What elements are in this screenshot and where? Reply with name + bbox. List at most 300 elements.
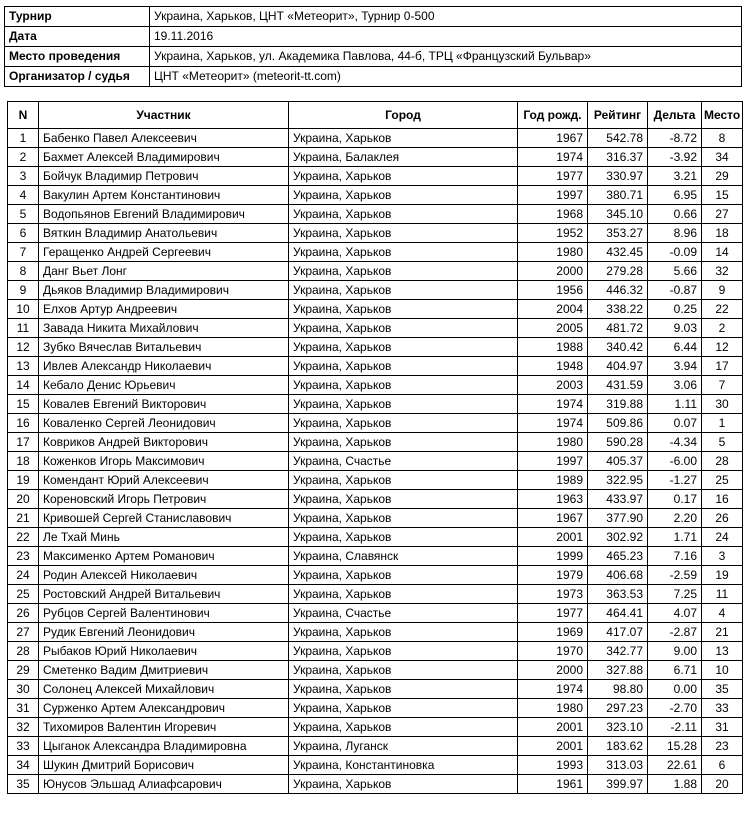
cell-rating: 432.45: [588, 243, 648, 262]
cell-delta: -3.92: [648, 148, 702, 167]
cell-delta: -0.09: [648, 243, 702, 262]
cell-city: Украина, Харьков: [289, 661, 518, 680]
cell-participant: Ковалев Евгений Викторович: [39, 395, 289, 414]
cell-n: 14: [8, 376, 39, 395]
table-row: [8, 604, 743, 623]
cell-place: 23: [702, 737, 743, 756]
cell-n: 23: [8, 547, 39, 566]
table-row: [8, 642, 743, 661]
cell-rating: 342.77: [588, 642, 648, 661]
table-row: [8, 376, 743, 395]
cell-rating: 319.88: [588, 395, 648, 414]
cell-rating: 464.41: [588, 604, 648, 623]
col-delta-header: Дельта: [648, 102, 702, 129]
cell-participant: Шукин Дмитрий Борисович: [39, 756, 289, 775]
cell-city: Украина, Харьков: [289, 414, 518, 433]
cell-rating: 433.97: [588, 490, 648, 509]
cell-city: Украина, Харьков: [289, 395, 518, 414]
table-row: [8, 699, 743, 718]
cell-rating: 542.78: [588, 129, 648, 148]
cell-birth-year: 2001: [518, 718, 588, 737]
cell-n: 25: [8, 585, 39, 604]
cell-birth-year: 1968: [518, 205, 588, 224]
cell-delta: 0.25: [648, 300, 702, 319]
cell-delta: -6.00: [648, 452, 702, 471]
cell-place: 4: [702, 604, 743, 623]
table-row: [8, 319, 743, 338]
cell-city: Украина, Харьков: [289, 585, 518, 604]
cell-delta: 0.66: [648, 205, 702, 224]
cell-city: Украина, Харьков: [289, 357, 518, 376]
cell-delta: 4.07: [648, 604, 702, 623]
cell-participant: Ковриков Андрей Викторович: [39, 433, 289, 452]
cell-delta: 5.66: [648, 262, 702, 281]
cell-place: 17: [702, 357, 743, 376]
cell-city: Украина, Харьков: [289, 566, 518, 585]
cell-city: Украина, Харьков: [289, 205, 518, 224]
cell-birth-year: 1952: [518, 224, 588, 243]
cell-participant: Елхов Артур Андреевич: [39, 300, 289, 319]
cell-delta: 1.71: [648, 528, 702, 547]
cell-city: Украина, Харьков: [289, 338, 518, 357]
cell-birth-year: 1993: [518, 756, 588, 775]
cell-delta: 0.07: [648, 414, 702, 433]
info-label: Организатор / судья: [5, 67, 150, 87]
cell-birth-year: 1961: [518, 775, 588, 794]
cell-delta: -2.87: [648, 623, 702, 642]
cell-city: Украина, Харьков: [289, 623, 518, 642]
cell-place: 3: [702, 547, 743, 566]
table-row: [8, 414, 743, 433]
cell-delta: 6.95: [648, 186, 702, 205]
cell-participant: Комендант Юрий Алексеевич: [39, 471, 289, 490]
table-row: [8, 148, 743, 167]
cell-place: 5: [702, 433, 743, 452]
cell-n: 1: [8, 129, 39, 148]
cell-city: Украина, Харьков: [289, 509, 518, 528]
cell-rating: 363.53: [588, 585, 648, 604]
cell-participant: Цыганок Александра Владимировна: [39, 737, 289, 756]
cell-city: Украина, Харьков: [289, 642, 518, 661]
table-row: [8, 490, 743, 509]
cell-delta: 3.06: [648, 376, 702, 395]
table-row: [8, 718, 743, 737]
cell-n: 13: [8, 357, 39, 376]
cell-place: 33: [702, 699, 743, 718]
cell-n: 7: [8, 243, 39, 262]
cell-birth-year: 1979: [518, 566, 588, 585]
cell-n: 11: [8, 319, 39, 338]
cell-rating: 380.71: [588, 186, 648, 205]
cell-birth-year: 2000: [518, 262, 588, 281]
cell-city: Украина, Харьков: [289, 262, 518, 281]
cell-n: 4: [8, 186, 39, 205]
cell-n: 21: [8, 509, 39, 528]
table-row: [8, 737, 743, 756]
cell-rating: 404.97: [588, 357, 648, 376]
cell-participant: Кривошей Сергей Станиславович: [39, 509, 289, 528]
cell-rating: 481.72: [588, 319, 648, 338]
cell-delta: 8.96: [648, 224, 702, 243]
cell-n: 33: [8, 737, 39, 756]
cell-birth-year: 2004: [518, 300, 588, 319]
cell-participant: Ивлев Александр Николаевич: [39, 357, 289, 376]
cell-city: Украина, Харьков: [289, 699, 518, 718]
table-row: [8, 395, 743, 414]
cell-delta: 2.20: [648, 509, 702, 528]
info-row: [5, 7, 742, 27]
cell-birth-year: 1963: [518, 490, 588, 509]
cell-participant: Кореновский Игорь Петрович: [39, 490, 289, 509]
cell-place: 13: [702, 642, 743, 661]
table-row: [8, 566, 743, 585]
table-row: [8, 167, 743, 186]
cell-birth-year: 2001: [518, 737, 588, 756]
cell-place: 32: [702, 262, 743, 281]
cell-participant: Сурженко Артем Александрович: [39, 699, 289, 718]
cell-rating: 322.95: [588, 471, 648, 490]
cell-place: 19: [702, 566, 743, 585]
cell-participant: Ростовский Андрей Витальевич: [39, 585, 289, 604]
cell-delta: 6.71: [648, 661, 702, 680]
cell-city: Украина, Харьков: [289, 471, 518, 490]
cell-birth-year: 1980: [518, 699, 588, 718]
cell-rating: 465.23: [588, 547, 648, 566]
cell-n: 32: [8, 718, 39, 737]
table-row: [8, 243, 743, 262]
cell-city: Украина, Харьков: [289, 167, 518, 186]
table-row: [8, 623, 743, 642]
cell-city: Украина, Харьков: [289, 129, 518, 148]
cell-participant: Юнусов Эльшад Алиафсарович: [39, 775, 289, 794]
cell-place: 9: [702, 281, 743, 300]
cell-delta: -2.59: [648, 566, 702, 585]
cell-place: 24: [702, 528, 743, 547]
table-row: [8, 775, 743, 794]
cell-rating: 406.68: [588, 566, 648, 585]
cell-birth-year: 1980: [518, 433, 588, 452]
cell-birth-year: 1973: [518, 585, 588, 604]
cell-place: 28: [702, 452, 743, 471]
table-row: [8, 547, 743, 566]
cell-participant: Солонец Алексей Михайлович: [39, 680, 289, 699]
cell-birth-year: 2003: [518, 376, 588, 395]
table-row: [8, 585, 743, 604]
cell-place: 31: [702, 718, 743, 737]
cell-birth-year: 1956: [518, 281, 588, 300]
info-row: [5, 27, 742, 47]
cell-rating: 446.32: [588, 281, 648, 300]
cell-birth-year: 1977: [518, 167, 588, 186]
cell-city: Украина, Харьков: [289, 243, 518, 262]
cell-city: Украина, Харьков: [289, 224, 518, 243]
col-city-header: Город: [289, 102, 518, 129]
cell-n: 31: [8, 699, 39, 718]
cell-place: 1: [702, 414, 743, 433]
cell-birth-year: 2000: [518, 661, 588, 680]
results-table: [7, 101, 743, 794]
cell-city: Украина, Счастье: [289, 452, 518, 471]
cell-participant: Коваленко Сергей Леонидович: [39, 414, 289, 433]
cell-delta: 3.21: [648, 167, 702, 186]
cell-city: Украина, Балаклея: [289, 148, 518, 167]
info-label: Турнир: [5, 7, 150, 27]
cell-city: Украина, Харьков: [289, 433, 518, 452]
cell-delta: 1.88: [648, 775, 702, 794]
cell-rating: 327.88: [588, 661, 648, 680]
cell-n: 16: [8, 414, 39, 433]
col-participant-header: Участник: [39, 102, 289, 129]
cell-rating: 338.22: [588, 300, 648, 319]
cell-city: Украина, Харьков: [289, 319, 518, 338]
cell-delta: 7.16: [648, 547, 702, 566]
cell-city: Украина, Луганск: [289, 737, 518, 756]
table-row: [8, 186, 743, 205]
cell-city: Украина, Харьков: [289, 281, 518, 300]
cell-birth-year: 1974: [518, 680, 588, 699]
cell-rating: 316.37: [588, 148, 648, 167]
table-row: [8, 338, 743, 357]
cell-participant: Водопьянов Евгений Владимирович: [39, 205, 289, 224]
cell-n: 5: [8, 205, 39, 224]
cell-place: 21: [702, 623, 743, 642]
cell-rating: 405.37: [588, 452, 648, 471]
cell-delta: -4.34: [648, 433, 702, 452]
cell-rating: 279.28: [588, 262, 648, 281]
cell-n: 30: [8, 680, 39, 699]
cell-rating: 417.07: [588, 623, 648, 642]
cell-place: 26: [702, 509, 743, 528]
cell-place: 14: [702, 243, 743, 262]
cell-delta: 0.17: [648, 490, 702, 509]
cell-participant: Бабенко Павел Алексеевич: [39, 129, 289, 148]
cell-n: 6: [8, 224, 39, 243]
cell-participant: Вяткин Владимир Анатольевич: [39, 224, 289, 243]
cell-rating: 353.27: [588, 224, 648, 243]
cell-participant: Зубко Вячеслав Витальевич: [39, 338, 289, 357]
table-row: [8, 129, 743, 148]
table-row: [8, 509, 743, 528]
cell-city: Украина, Харьков: [289, 490, 518, 509]
cell-rating: 509.86: [588, 414, 648, 433]
cell-n: 17: [8, 433, 39, 452]
info-value: ЦНТ «Метеорит» (meteorit-tt.com): [150, 67, 742, 87]
cell-n: 12: [8, 338, 39, 357]
cell-place: 12: [702, 338, 743, 357]
cell-birth-year: 1989: [518, 471, 588, 490]
cell-birth-year: 1988: [518, 338, 588, 357]
cell-birth-year: 1977: [518, 604, 588, 623]
cell-participant: Тихомиров Валентин Игоревич: [39, 718, 289, 737]
cell-birth-year: 1997: [518, 186, 588, 205]
cell-rating: 183.62: [588, 737, 648, 756]
cell-n: 3: [8, 167, 39, 186]
cell-n: 27: [8, 623, 39, 642]
table-row: [8, 452, 743, 471]
cell-birth-year: 1974: [518, 395, 588, 414]
cell-birth-year: 1980: [518, 243, 588, 262]
cell-participant: Рудик Евгений Леонидович: [39, 623, 289, 642]
cell-rating: 323.10: [588, 718, 648, 737]
cell-birth-year: 1967: [518, 509, 588, 528]
cell-rating: 590.28: [588, 433, 648, 452]
cell-participant: Завада Никита Михайлович: [39, 319, 289, 338]
cell-city: Украина, Харьков: [289, 186, 518, 205]
cell-birth-year: 1974: [518, 148, 588, 167]
table-row: [8, 528, 743, 547]
cell-n: 19: [8, 471, 39, 490]
cell-place: 29: [702, 167, 743, 186]
cell-n: 10: [8, 300, 39, 319]
cell-participant: Рыбаков Юрий Николаевич: [39, 642, 289, 661]
info-value: 19.11.2016: [150, 27, 742, 47]
col-birth-year-header: Год рожд.: [518, 102, 588, 129]
cell-participant: Геращенко Андрей Сергеевич: [39, 243, 289, 262]
cell-city: Украина, Харьков: [289, 300, 518, 319]
cell-delta: 22.61: [648, 756, 702, 775]
cell-place: 15: [702, 186, 743, 205]
info-value: Украина, Харьков, ЦНТ «Метеорит», Турнир 0-500: [150, 7, 742, 27]
cell-place: 11: [702, 585, 743, 604]
cell-delta: -8.72: [648, 129, 702, 148]
cell-city: Украина, Харьков: [289, 680, 518, 699]
results-header-row: [8, 102, 743, 129]
cell-participant: Максименко Артем Романович: [39, 547, 289, 566]
cell-place: 20: [702, 775, 743, 794]
cell-participant: Родин Алексей Николаевич: [39, 566, 289, 585]
cell-place: 16: [702, 490, 743, 509]
cell-n: 35: [8, 775, 39, 794]
cell-birth-year: 2001: [518, 528, 588, 547]
table-row: [8, 661, 743, 680]
info-row: [5, 67, 742, 87]
table-row: [8, 205, 743, 224]
cell-n: 28: [8, 642, 39, 661]
col-place-header: Место: [702, 102, 743, 129]
cell-rating: 431.59: [588, 376, 648, 395]
cell-birth-year: 1948: [518, 357, 588, 376]
cell-place: 22: [702, 300, 743, 319]
table-row: [8, 433, 743, 452]
cell-rating: 345.10: [588, 205, 648, 224]
cell-participant: Ле Тхай Минь: [39, 528, 289, 547]
cell-city: Украина, Харьков: [289, 718, 518, 737]
cell-delta: -2.70: [648, 699, 702, 718]
cell-city: Украина, Счастье: [289, 604, 518, 623]
cell-rating: 377.90: [588, 509, 648, 528]
cell-participant: Данг Вьет Лонг: [39, 262, 289, 281]
cell-place: 30: [702, 395, 743, 414]
cell-place: 35: [702, 680, 743, 699]
cell-rating: 302.92: [588, 528, 648, 547]
cell-n: 8: [8, 262, 39, 281]
cell-delta: 6.44: [648, 338, 702, 357]
info-label: Дата: [5, 27, 150, 47]
cell-n: 9: [8, 281, 39, 300]
cell-participant: Вакулин Артем Константинович: [39, 186, 289, 205]
cell-participant: Рубцов Сергей Валентинович: [39, 604, 289, 623]
cell-delta: 0.00: [648, 680, 702, 699]
cell-n: 22: [8, 528, 39, 547]
cell-place: 6: [702, 756, 743, 775]
cell-city: Украина, Константиновка: [289, 756, 518, 775]
cell-delta: -1.27: [648, 471, 702, 490]
cell-city: Украина, Харьков: [289, 775, 518, 794]
cell-place: 7: [702, 376, 743, 395]
cell-participant: Дьяков Владимир Владимирович: [39, 281, 289, 300]
tournament-info-table: [4, 6, 742, 87]
info-row: [5, 47, 742, 67]
cell-participant: Бахмет Алексей Владимирович: [39, 148, 289, 167]
cell-birth-year: 1974: [518, 414, 588, 433]
cell-n: 26: [8, 604, 39, 623]
cell-rating: 98.80: [588, 680, 648, 699]
cell-birth-year: 1970: [518, 642, 588, 661]
table-row: [8, 680, 743, 699]
table-row: [8, 756, 743, 775]
cell-birth-year: 1999: [518, 547, 588, 566]
cell-place: 34: [702, 148, 743, 167]
cell-delta: -0.87: [648, 281, 702, 300]
cell-n: 15: [8, 395, 39, 414]
info-label: Место проведения: [5, 47, 150, 67]
cell-n: 20: [8, 490, 39, 509]
table-row: [8, 281, 743, 300]
table-row: [8, 471, 743, 490]
cell-n: 18: [8, 452, 39, 471]
cell-delta: 1.11: [648, 395, 702, 414]
cell-delta: 15.28: [648, 737, 702, 756]
cell-city: Украина, Харьков: [289, 376, 518, 395]
cell-n: 2: [8, 148, 39, 167]
cell-birth-year: 1969: [518, 623, 588, 642]
cell-rating: 330.97: [588, 167, 648, 186]
table-row: [8, 357, 743, 376]
col-n-header: N: [8, 102, 39, 129]
cell-place: 8: [702, 129, 743, 148]
cell-place: 18: [702, 224, 743, 243]
cell-rating: 297.23: [588, 699, 648, 718]
cell-n: 24: [8, 566, 39, 585]
cell-participant: Коженков Игорь Максимович: [39, 452, 289, 471]
cell-delta: -2.11: [648, 718, 702, 737]
cell-place: 27: [702, 205, 743, 224]
cell-rating: 313.03: [588, 756, 648, 775]
cell-delta: 7.25: [648, 585, 702, 604]
cell-place: 2: [702, 319, 743, 338]
cell-rating: 399.97: [588, 775, 648, 794]
table-row: [8, 224, 743, 243]
info-value: Украина, Харьков, ул. Академика Павлова, 44-б, ТРЦ «Французский Бульвар»: [150, 47, 742, 67]
cell-delta: 9.00: [648, 642, 702, 661]
cell-birth-year: 1967: [518, 129, 588, 148]
cell-birth-year: 1997: [518, 452, 588, 471]
table-row: [8, 262, 743, 281]
cell-n: 34: [8, 756, 39, 775]
cell-delta: 9.03: [648, 319, 702, 338]
cell-birth-year: 2005: [518, 319, 588, 338]
cell-place: 25: [702, 471, 743, 490]
cell-city: Украина, Славянск: [289, 547, 518, 566]
cell-place: 10: [702, 661, 743, 680]
table-row: [8, 300, 743, 319]
cell-participant: Кебало Денис Юрьевич: [39, 376, 289, 395]
cell-n: 29: [8, 661, 39, 680]
cell-delta: 3.94: [648, 357, 702, 376]
cell-city: Украина, Харьков: [289, 528, 518, 547]
cell-rating: 340.42: [588, 338, 648, 357]
col-rating-header: Рейтинг: [588, 102, 648, 129]
